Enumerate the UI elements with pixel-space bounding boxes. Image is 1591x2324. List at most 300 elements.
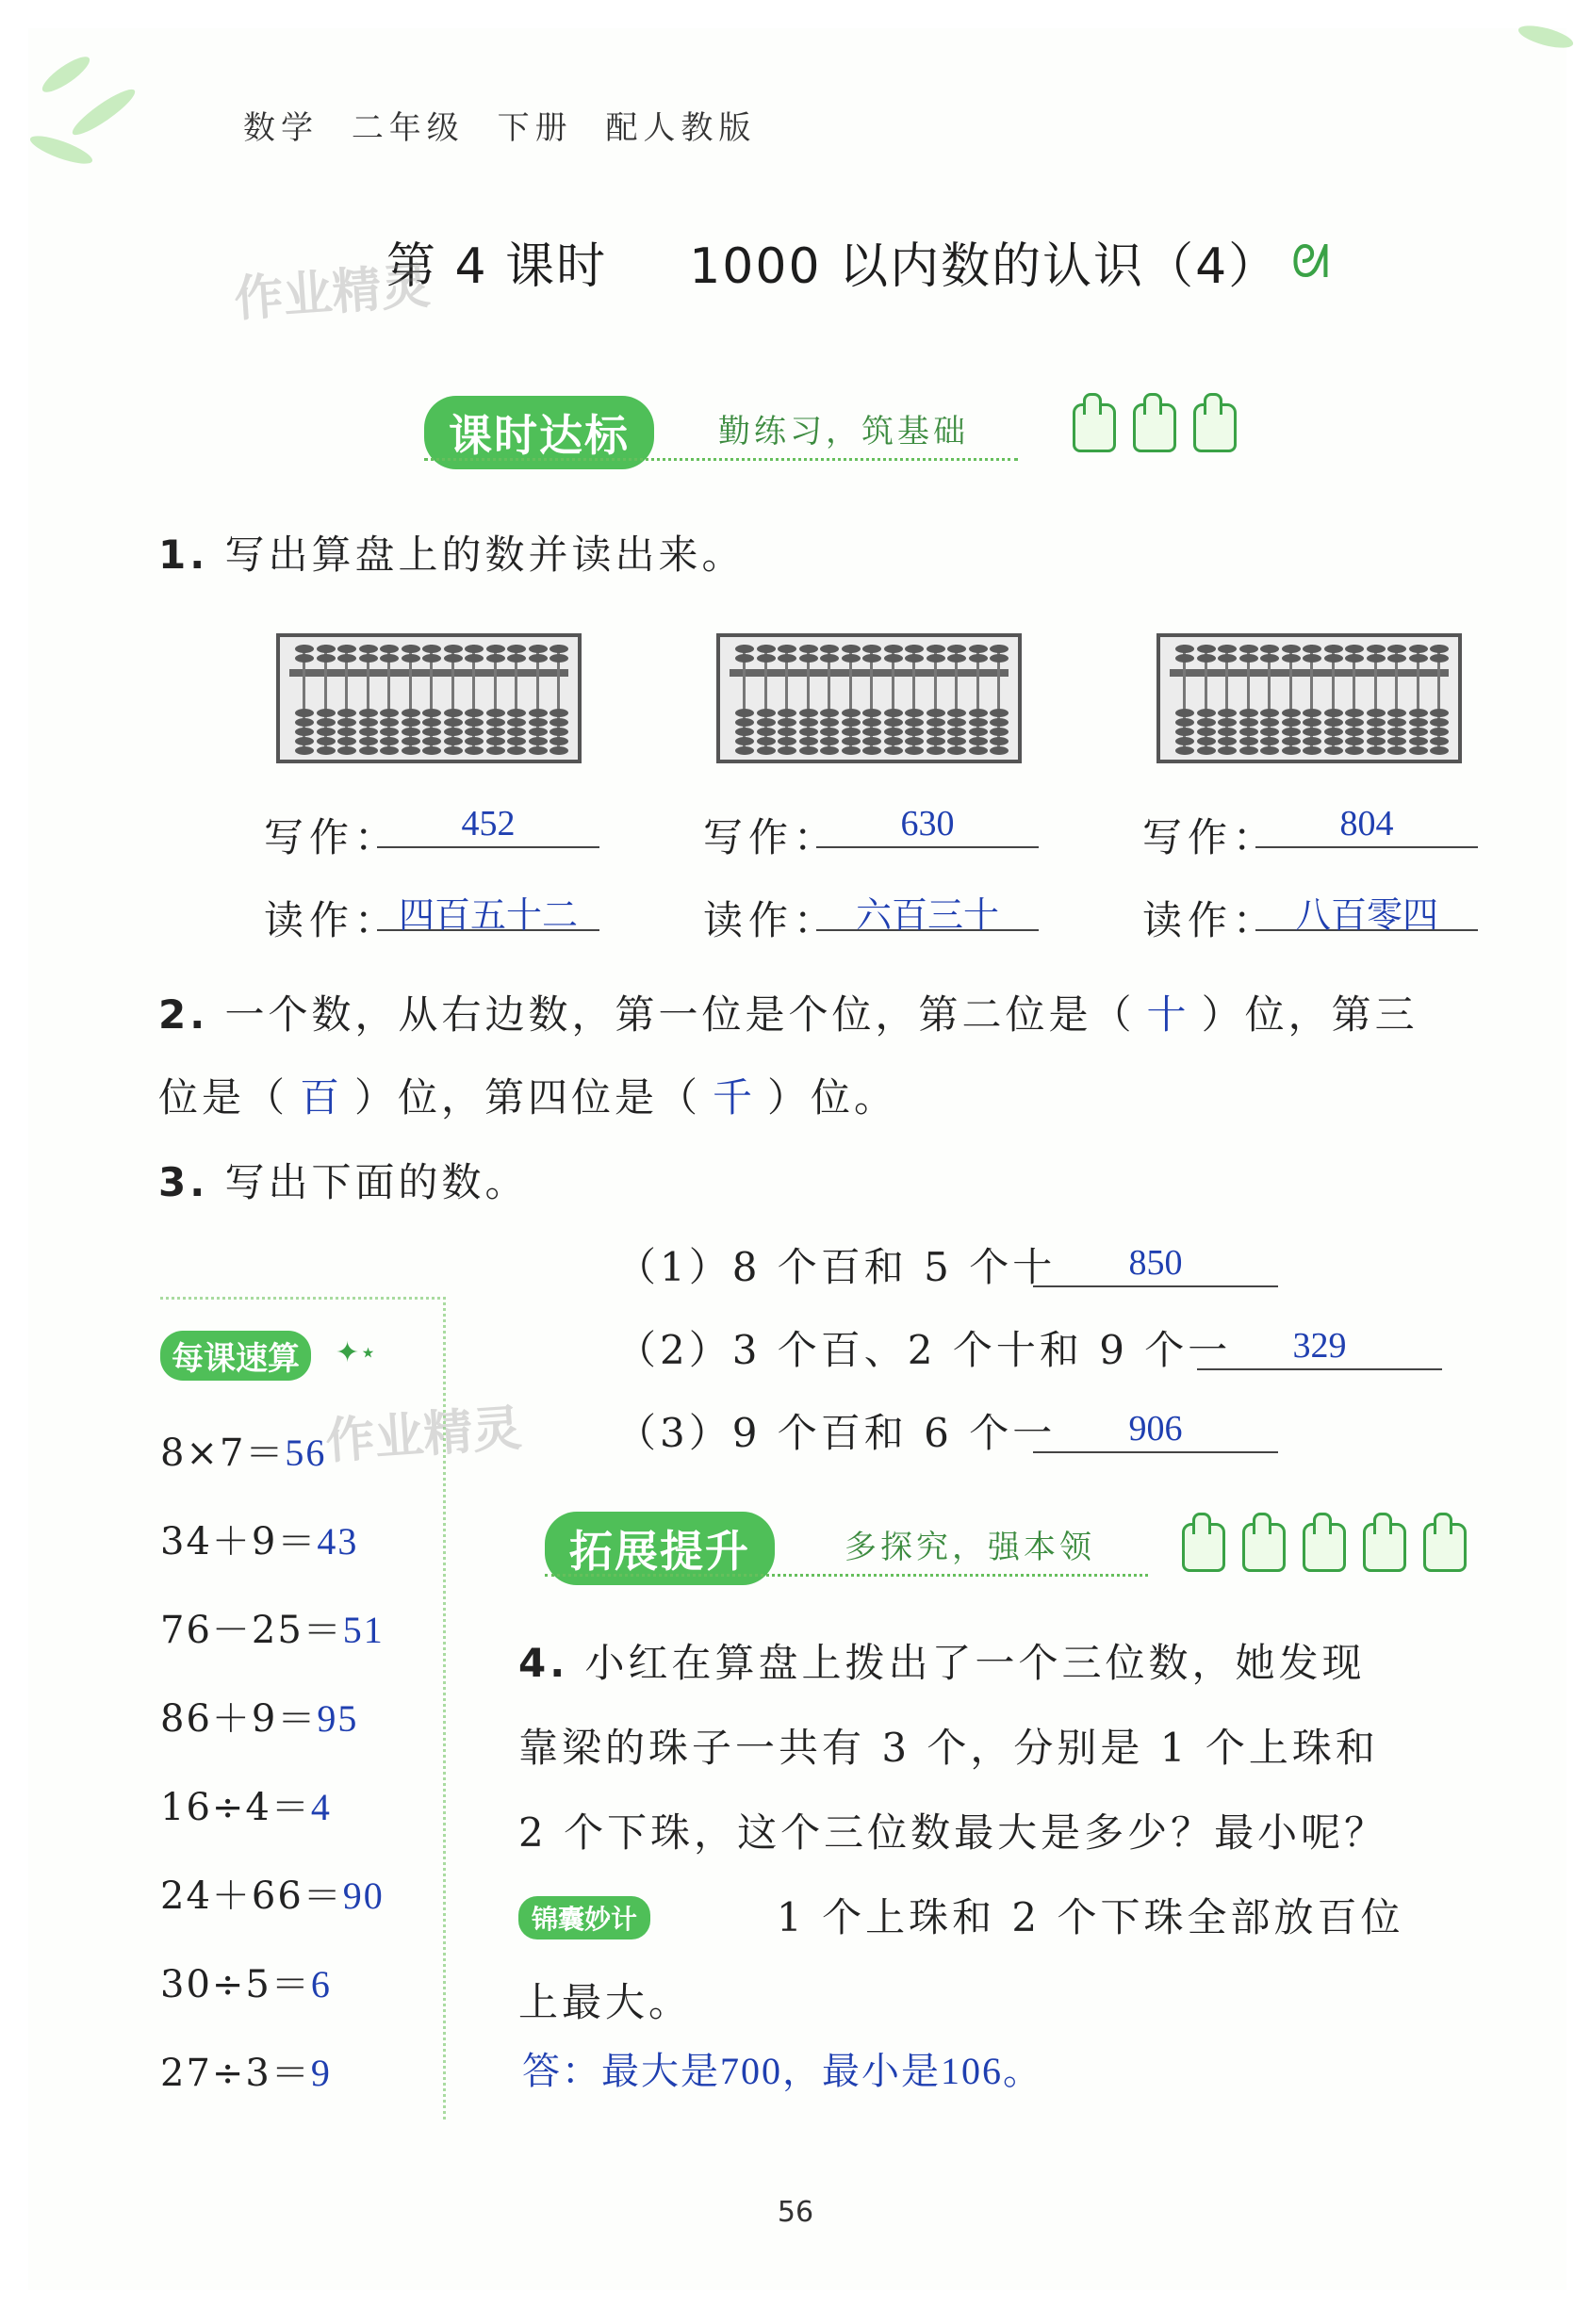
abacus-bead: [1197, 718, 1216, 727]
abacus-bead: [1367, 718, 1386, 727]
abacus-bead: [317, 737, 336, 745]
abacus-bead: [1303, 654, 1321, 663]
calc-answer: 51: [342, 1609, 385, 1651]
abacus-bead: [757, 709, 776, 717]
abacus-bead: [1430, 645, 1449, 653]
abacus-bead: [359, 718, 378, 727]
abacus-bead: [465, 654, 484, 663]
abacus-bead: [927, 718, 945, 727]
calc-expression: 24＋66＝: [160, 1874, 343, 1918]
read-label: 读作：: [1142, 897, 1279, 943]
tip-text-line-2: 上最大。: [518, 1979, 693, 2025]
abacus-bead: [778, 737, 796, 745]
q3-item-answer: 329: [1197, 1325, 1442, 1370]
thumbs-rating: [1182, 1523, 1484, 1576]
write-answer: 804: [1255, 803, 1478, 848]
abacus-bead: [1324, 645, 1343, 653]
abacus-bead: [1345, 709, 1364, 717]
abacus: [1156, 633, 1462, 763]
abacus-bead: [337, 746, 356, 755]
abacus-bead: [380, 654, 399, 663]
abacus-bead: [444, 746, 463, 755]
abacus-bead: [842, 737, 861, 745]
abacus: [276, 633, 582, 763]
abacus-bead: [1239, 654, 1258, 663]
abacus-bead: [549, 645, 568, 653]
abacus-bead: [1197, 645, 1216, 653]
abacus-bead: [1367, 737, 1386, 745]
write-answer: 452: [377, 803, 599, 848]
abacus-bead: [444, 737, 463, 745]
thumbs-rating: [1073, 403, 1254, 456]
abacus-bead: [1282, 718, 1301, 727]
abacus-bead: [1303, 728, 1321, 736]
abacus-bead: [735, 728, 754, 736]
abacus-bead: [529, 746, 548, 755]
book-header: [243, 102, 756, 148]
abacus-bead: [1282, 654, 1301, 663]
thumbs-up-icon: [1363, 1523, 1406, 1572]
lesson-number: 第 4 课时: [386, 238, 608, 295]
abacus-bead: [402, 746, 420, 755]
abacus-bead: [862, 737, 881, 745]
abacus-bead: [549, 746, 568, 755]
lesson-topic: 1000 以内数的认识（4）: [689, 238, 1280, 295]
abacus-bead: [1260, 645, 1279, 653]
thumbs-up-icon: [1073, 403, 1116, 452]
abacus-bead: [990, 654, 1009, 663]
abacus-bead: [422, 645, 441, 653]
section-underline: [545, 1574, 1148, 1577]
abacus-bead: [1387, 718, 1406, 727]
header-volume: 下册: [497, 109, 573, 147]
abacus-bead: [1409, 718, 1428, 727]
abacus-bead: [757, 746, 776, 755]
abacus-bead: [862, 728, 881, 736]
abacus-bead: [1239, 718, 1258, 727]
abacus-bead: [947, 746, 966, 755]
abacus-bead: [444, 654, 463, 663]
dolphin-icon: ᘛ: [1291, 236, 1330, 288]
calc-row: [160, 1866, 385, 1920]
abacus-bead: [842, 728, 861, 736]
question-number: 1.: [158, 532, 209, 578]
abacus-bead: [529, 728, 548, 736]
abacus-bead: [1282, 728, 1301, 736]
abacus-bead: [380, 737, 399, 745]
read-label: 读作：: [703, 897, 840, 943]
abacus-bead: [486, 746, 505, 755]
section-badge-practice: 课时达标: [424, 396, 654, 469]
abacus-bead: [465, 728, 484, 736]
abacus-bead: [1387, 654, 1406, 663]
abacus-bead: [820, 709, 839, 717]
question-text: ）位，第三: [1201, 991, 1419, 1038]
calc-expression: 8×7＝: [160, 1432, 286, 1475]
abacus-bead: [337, 709, 356, 717]
abacus-bead: [1260, 728, 1279, 736]
abacus-bead: [295, 737, 314, 745]
abacus-bead: [1324, 746, 1343, 755]
calc-row: [160, 1689, 358, 1743]
abacus-bead: [549, 718, 568, 727]
calc-row: [160, 1777, 332, 1831]
thumbs-up-icon: [1182, 1523, 1225, 1572]
abacus-bead: [549, 728, 568, 736]
abacus-bead: [799, 737, 818, 745]
abacus-bead: [1260, 737, 1279, 745]
abacus-bead: [465, 746, 484, 755]
write-label: 写作：: [264, 814, 401, 860]
thumbs-up-icon: [1303, 1523, 1346, 1572]
tip-badge: 锦囊妙计: [518, 1896, 650, 1939]
abacus-bead: [380, 728, 399, 736]
abacus-bead: [927, 654, 945, 663]
abacus-bead: [990, 746, 1009, 755]
abacus-bead: [1282, 645, 1301, 653]
abacus-bead: [905, 728, 924, 736]
abacus-bead: [507, 737, 526, 745]
abacus-bead: [1197, 737, 1216, 745]
abacus-bead: [317, 645, 336, 653]
q3-item-label: （3）9 个百和 6 个一: [616, 1410, 1057, 1456]
abacus-bead: [380, 746, 399, 755]
abacus-bead: [947, 709, 966, 717]
abacus-bead: [317, 746, 336, 755]
abacus-bead: [1387, 709, 1406, 717]
abacus-bead: [359, 728, 378, 736]
write-label: 写作：: [1142, 814, 1279, 860]
abacus-bead: [486, 718, 505, 727]
tip-text-line-1: 1 个上珠和 2 个下珠全部放百位: [777, 1894, 1404, 1940]
abacus-bead: [1175, 728, 1194, 736]
abacus-bead: [1175, 645, 1194, 653]
abacus-bead: [1324, 654, 1343, 663]
abacus-bead: [402, 654, 420, 663]
abacus-bead: [402, 737, 420, 745]
header-subject: 数学: [243, 109, 319, 147]
abacus-bead: [947, 737, 966, 745]
abacus-bead: [1409, 737, 1428, 745]
q4-answer: 答：最大是700，最小是106。: [522, 2050, 1042, 2092]
header-edition: 配人教版: [605, 109, 757, 147]
question-number: 4.: [518, 1640, 569, 1686]
question-text: ）位，第四位是（: [354, 1074, 702, 1121]
abacus-bead: [1324, 718, 1343, 727]
write-answer: 630: [816, 803, 1039, 848]
abacus-bead: [1175, 746, 1194, 755]
abacus-bead: [465, 718, 484, 727]
quick-calc-badge: 每课速算: [160, 1331, 311, 1381]
abacus-bead: [778, 718, 796, 727]
calc-answer: 90: [342, 1874, 385, 1917]
abacus-bead: [1303, 737, 1321, 745]
abacus-bead: [1367, 654, 1386, 663]
calc-expression: 86＋9＝: [160, 1697, 318, 1741]
abacus-bead: [1430, 654, 1449, 663]
q3-item-answer: 906: [1033, 1408, 1278, 1453]
abacus-bead: [1387, 746, 1406, 755]
calc-answer: 95: [317, 1697, 359, 1740]
abacus-bead: [1175, 718, 1194, 727]
abacus-bead: [778, 654, 796, 663]
question-text: ）位。: [767, 1074, 898, 1121]
abacus-bead: [969, 746, 988, 755]
abacus-bead: [465, 737, 484, 745]
abacus-bead: [1409, 645, 1428, 653]
abacus-bead: [486, 737, 505, 745]
abacus-bead: [862, 654, 881, 663]
abacus-bead: [884, 746, 903, 755]
abacus-bead: [1197, 709, 1216, 717]
abacus-bead: [1345, 645, 1364, 653]
question-1: [158, 532, 746, 578]
abacus-bead: [757, 728, 776, 736]
abacus-bead: [549, 654, 568, 663]
calc-answer: 43: [317, 1520, 359, 1563]
abacus-bead: [317, 709, 336, 717]
read-answer: 四百五十二: [377, 886, 599, 931]
calc-expression: 27÷3＝: [160, 2052, 311, 2095]
abacus-bead: [529, 654, 548, 663]
q3-item-answer: 850: [1033, 1242, 1278, 1287]
abacus-bead: [380, 718, 399, 727]
thumbs-up-icon: [1193, 403, 1237, 452]
abacus-bead: [990, 737, 1009, 745]
watermark: 作业精灵: [323, 1399, 524, 1471]
abacus-bead: [735, 737, 754, 745]
abacus-bead: [1239, 728, 1258, 736]
abacus-bead: [402, 718, 420, 727]
abacus-bead: [969, 728, 988, 736]
abacus-bead: [337, 718, 356, 727]
calc-answer: 9: [310, 2052, 332, 2094]
abacus-bead: [799, 645, 818, 653]
abacus-bead: [402, 728, 420, 736]
abacus-bead: [990, 645, 1009, 653]
abacus-bead: [529, 737, 548, 745]
question-4-line-3: 2 个下珠，这个三位数最大是多少？最小呢？: [518, 1809, 1388, 1856]
abacus-bead: [905, 645, 924, 653]
abacus-bead: [1409, 728, 1428, 736]
abacus-bead: [1197, 654, 1216, 663]
write-label: 写作：: [703, 814, 840, 860]
abacus-bead: [1282, 737, 1301, 745]
abacus-bead: [359, 654, 378, 663]
abacus-bead: [1197, 746, 1216, 755]
abacus-bead: [820, 728, 839, 736]
abacus-bead: [380, 709, 399, 717]
abacus-bead: [1409, 654, 1428, 663]
thumbs-up-icon: [1133, 403, 1176, 452]
abacus-bead: [422, 746, 441, 755]
abacus-bead: [927, 709, 945, 717]
abacus-bead: [1218, 654, 1237, 663]
abacus-bead: [1345, 737, 1364, 745]
abacus-bead: [295, 645, 314, 653]
question-4-line-2: 靠梁的珠子一共有 3 个，分别是 1 个上珠和: [518, 1725, 1379, 1771]
star-icon: ✦⋆: [336, 1336, 377, 1369]
abacus-bead: [337, 645, 356, 653]
fill-answer: 百: [300, 1077, 344, 1121]
q3-item-label: （1）8 个百和 5 个十: [616, 1244, 1057, 1290]
watermark: 作业精灵: [232, 257, 433, 329]
lesson-title: [386, 226, 1279, 297]
abacus-bead: [1324, 737, 1343, 745]
abacus-bead: [969, 654, 988, 663]
header-grade: 二年级: [351, 109, 465, 147]
abacus-bead: [947, 728, 966, 736]
abacus-bead: [842, 645, 861, 653]
abacus-bead: [486, 728, 505, 736]
abacus-bead: [799, 709, 818, 717]
abacus-bead: [507, 746, 526, 755]
abacus-bead: [295, 709, 314, 717]
abacus-bead: [359, 645, 378, 653]
abacus-bead: [884, 709, 903, 717]
abacus-bead: [1239, 645, 1258, 653]
abacus-bead: [486, 709, 505, 717]
abacus: [716, 633, 1022, 763]
abacus-bead: [778, 709, 796, 717]
abacus-bead: [862, 709, 881, 717]
calc-answer: 56: [285, 1432, 327, 1474]
abacus-bead: [507, 718, 526, 727]
abacus-bead: [969, 645, 988, 653]
abacus-bead: [422, 709, 441, 717]
abacus-bead: [1387, 737, 1406, 745]
abacus-bead: [1367, 709, 1386, 717]
abacus-bead: [1387, 728, 1406, 736]
abacus-bead: [862, 645, 881, 653]
abacus-bead: [820, 645, 839, 653]
abacus-bead: [842, 709, 861, 717]
abacus-bead: [549, 737, 568, 745]
abacus-bead: [465, 709, 484, 717]
abacus-bead: [1303, 645, 1321, 653]
question-text: 小红在算盘上拨出了一个三位数，她发现: [584, 1640, 1366, 1686]
abacus-bead: [1282, 746, 1301, 755]
question-text: 一个数，从右边数，第一位是个位，第二位是（: [224, 991, 1136, 1038]
abacus-bead: [422, 737, 441, 745]
abacus-bead: [927, 645, 945, 653]
abacus-bead: [905, 654, 924, 663]
abacus-bead: [969, 737, 988, 745]
abacus-bead: [1260, 709, 1279, 717]
abacus-bead: [1239, 709, 1258, 717]
abacus-bead: [820, 737, 839, 745]
abacus-bead: [507, 654, 526, 663]
abacus-bead: [1239, 746, 1258, 755]
read-label: 读作：: [264, 897, 401, 943]
abacus-bead: [862, 718, 881, 727]
abacus-bead: [1303, 746, 1321, 755]
abacus-bead: [884, 737, 903, 745]
abacus-bead: [1218, 728, 1237, 736]
abacus-bead: [422, 654, 441, 663]
abacus-bead: [947, 645, 966, 653]
abacus-bead: [757, 737, 776, 745]
calc-expression: 16÷4＝: [160, 1786, 311, 1829]
abacus-bead: [402, 645, 420, 653]
abacus-bead: [1218, 709, 1237, 717]
abacus-bead: [1430, 737, 1449, 745]
abacus-bead: [507, 645, 526, 653]
abacus-bead: [507, 709, 526, 717]
abacus-bead: [820, 718, 839, 727]
abacus-bead: [820, 746, 839, 755]
abacus-bead: [444, 645, 463, 653]
abacus-bead: [799, 718, 818, 727]
abacus-bead: [757, 654, 776, 663]
section-underline: [424, 458, 1018, 461]
abacus-bead: [1303, 718, 1321, 727]
calc-row: [160, 1423, 326, 1477]
abacus-bead: [884, 645, 903, 653]
fill-answer: 千: [713, 1077, 757, 1121]
abacus-bead: [884, 718, 903, 727]
abacus-bead: [1239, 737, 1258, 745]
calc-answer: 6: [310, 1963, 332, 2005]
question-2-line-2: [158, 1074, 898, 1121]
abacus-bead: [1218, 737, 1237, 745]
abacus-bead: [529, 718, 548, 727]
section-slogan-practice: 勤练习，筑基础: [718, 413, 969, 450]
abacus-bead: [927, 728, 945, 736]
abacus-bead: [337, 737, 356, 745]
abacus-bead: [1324, 728, 1343, 736]
abacus-bead: [884, 654, 903, 663]
abacus-bead: [317, 654, 336, 663]
abacus-bead: [1409, 746, 1428, 755]
abacus-bead: [799, 728, 818, 736]
q3-item-label: （2）3 个百、2 个十和 9 个一: [616, 1327, 1232, 1373]
question-3: [158, 1159, 529, 1205]
abacus-bead: [359, 709, 378, 717]
abacus-bead: [1260, 746, 1279, 755]
abacus-bead: [778, 645, 796, 653]
abacus-bead: [1218, 746, 1237, 755]
question-text: 位是（: [158, 1074, 289, 1121]
abacus-bead: [990, 718, 1009, 727]
calc-answer: 4: [310, 1786, 332, 1828]
abacus-bead: [1367, 645, 1386, 653]
abacus-bead: [757, 645, 776, 653]
abacus-bead: [1345, 718, 1364, 727]
abacus-bead: [1345, 746, 1364, 755]
abacus-bead: [1430, 728, 1449, 736]
calc-expression: 34＋9＝: [160, 1520, 318, 1563]
abacus-bead: [1175, 709, 1194, 717]
abacus-bead: [735, 718, 754, 727]
abacus-bead: [549, 709, 568, 717]
abacus-bead: [1218, 718, 1237, 727]
thumbs-up-icon: [1423, 1523, 1467, 1572]
abacus-bead: [757, 718, 776, 727]
abacus-bead: [1175, 654, 1194, 663]
abacus-bead: [820, 654, 839, 663]
abacus-bead: [444, 728, 463, 736]
question-text: 写出算盘上的数并读出来。: [224, 532, 746, 578]
abacus-bead: [529, 709, 548, 717]
abacus-bead: [295, 718, 314, 727]
abacus-bead: [969, 709, 988, 717]
abacus-bead: [486, 654, 505, 663]
abacus-bead: [1282, 709, 1301, 717]
abacus-bead: [422, 718, 441, 727]
fill-answer: 十: [1146, 994, 1190, 1038]
abacus-bead: [317, 728, 336, 736]
